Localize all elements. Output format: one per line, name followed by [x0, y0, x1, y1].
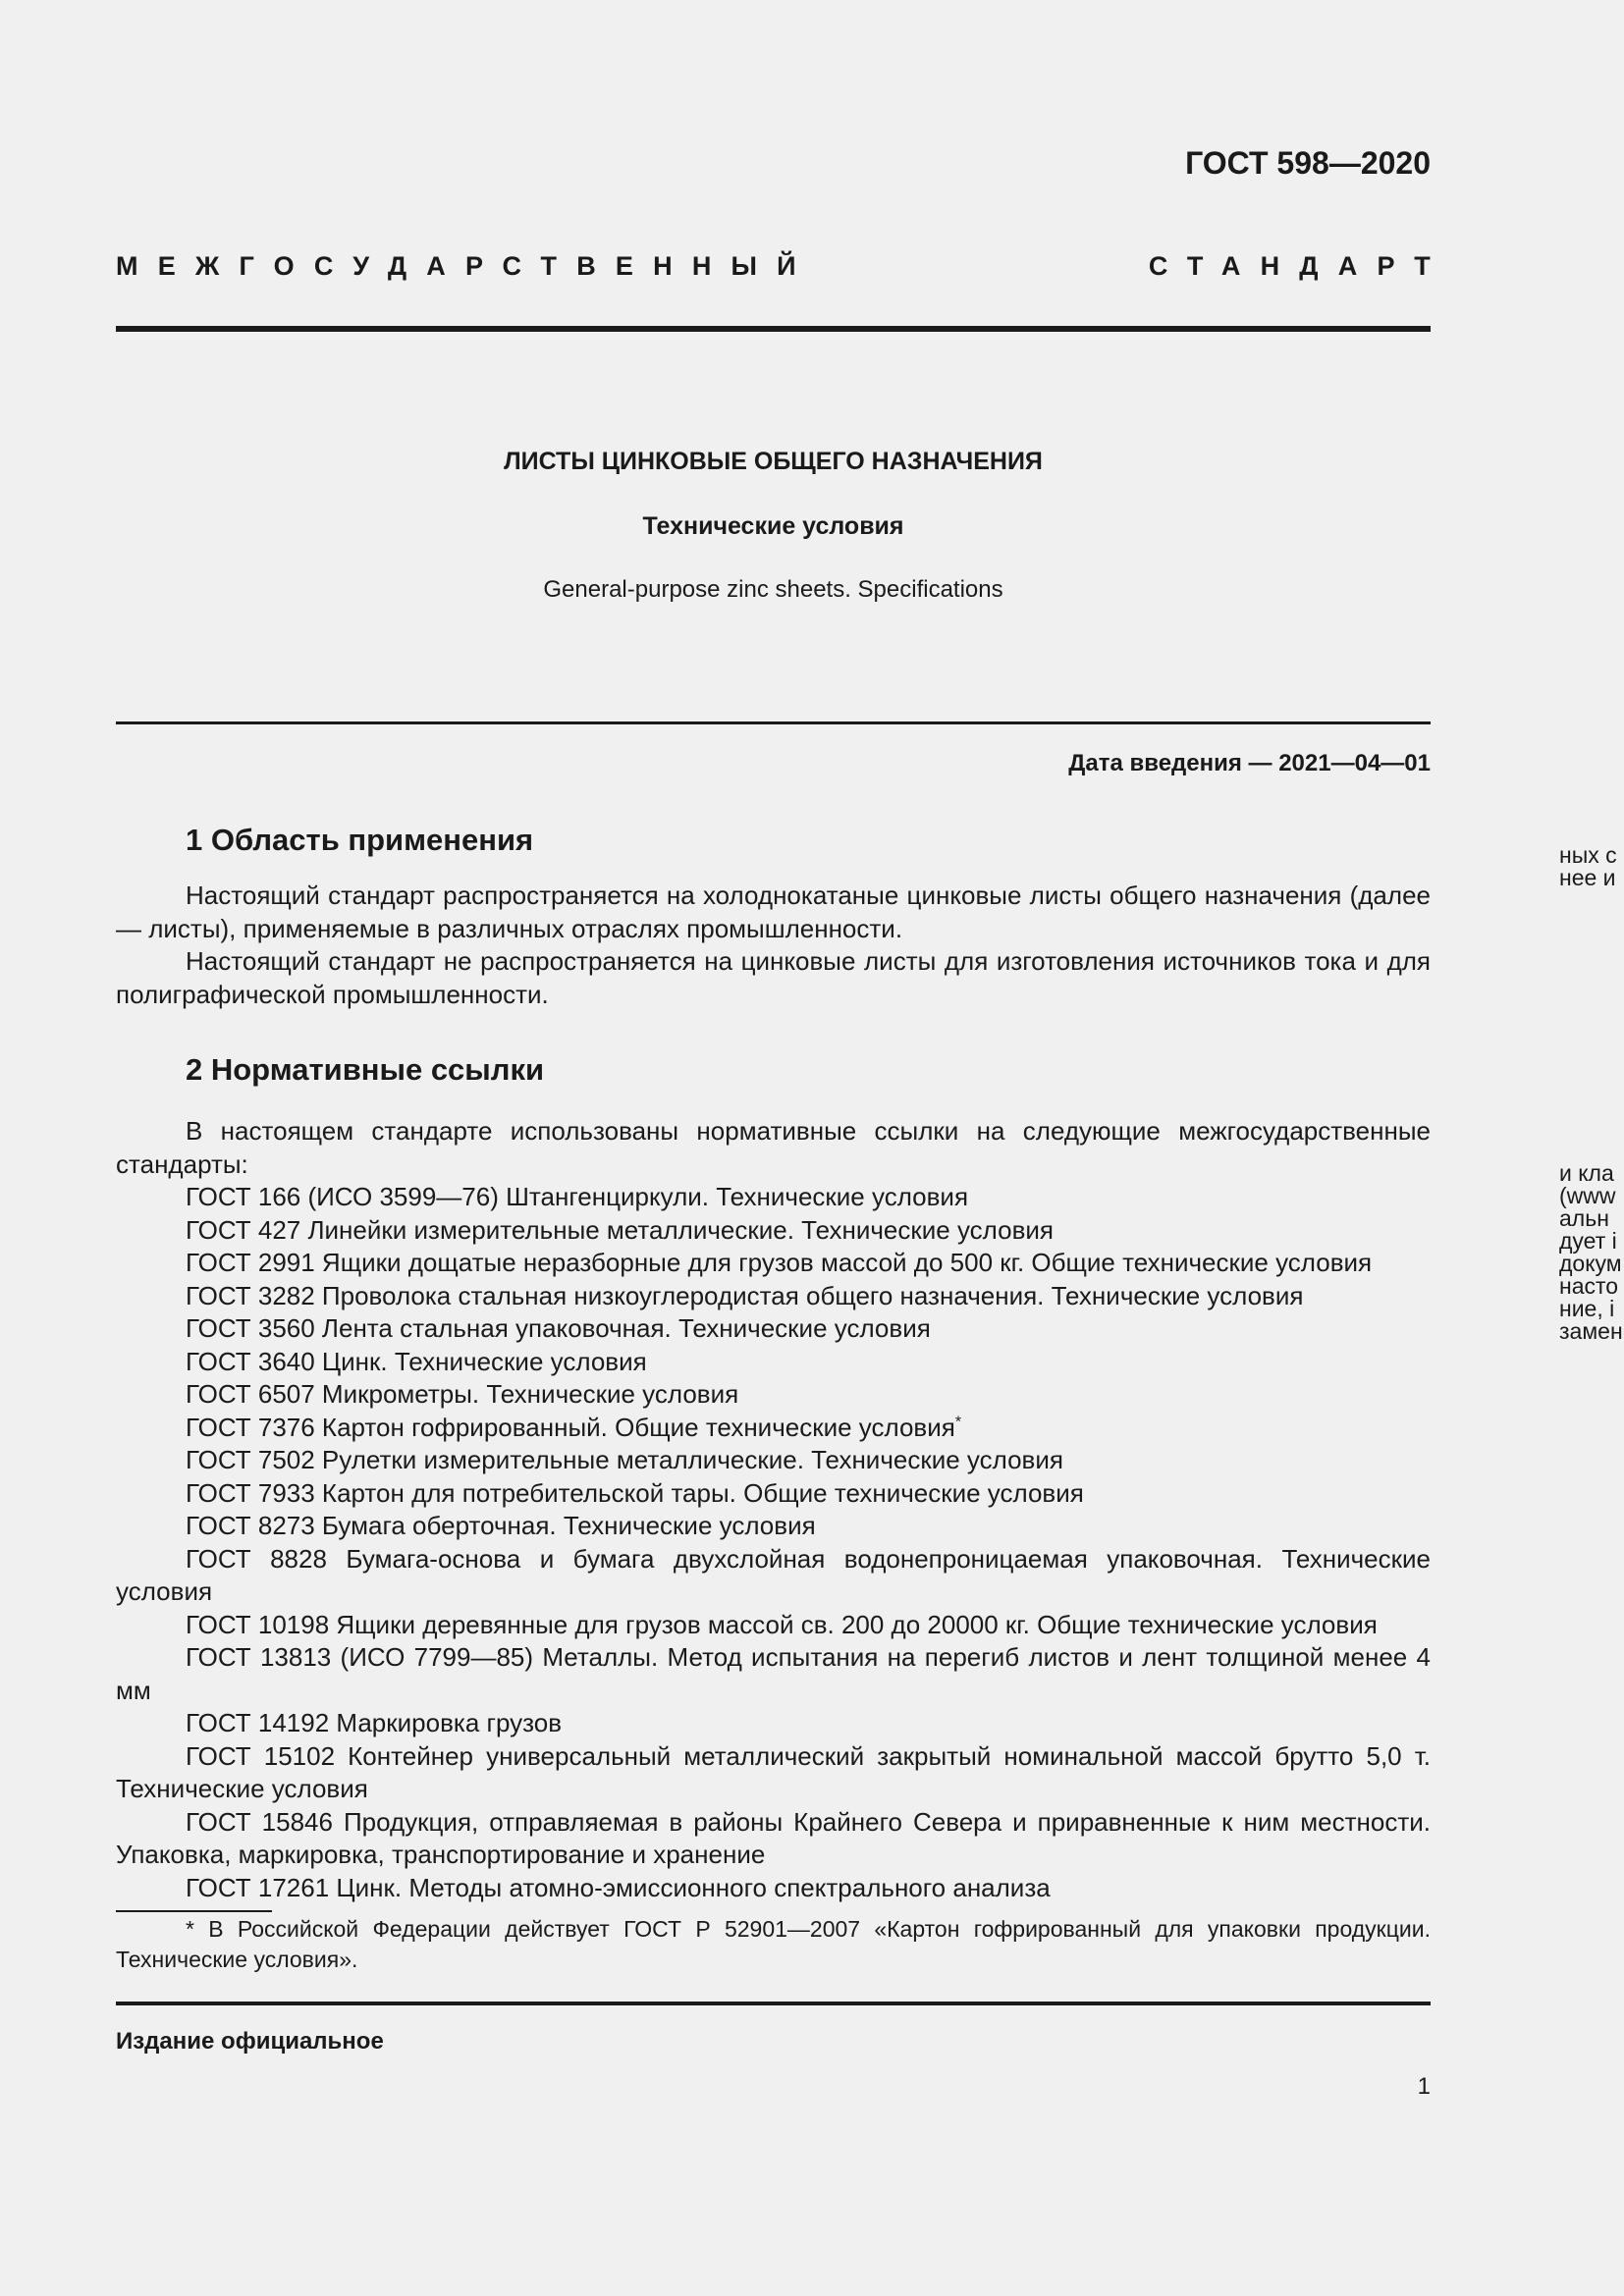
- ref-item: ГОСТ 14192 Маркировка грузов: [186, 1708, 563, 1737]
- ref-item: ГОСТ 3560 Лента стальная упаковочная. Технические условия: [186, 1313, 931, 1343]
- ref-item-with-footnote: [116, 1412, 1431, 1445]
- ref-item: ГОСТ 3640 Цинк. Технические условия: [186, 1346, 647, 1376]
- header-band: [116, 251, 1450, 282]
- page-number: 1: [1417, 2073, 1431, 2100]
- fragment-line: альн: [1559, 1205, 1609, 1231]
- fragment-line: ных с: [1559, 842, 1617, 868]
- ref-item-text: ГОСТ 7376 Картон гофрированный. Общие технические условия: [186, 1412, 955, 1442]
- section-2-heading: 2 Нормативные ссылки: [186, 1052, 545, 1087]
- bottom-rule: [116, 2002, 1431, 2005]
- document-subtitle: Технические условия: [642, 512, 904, 540]
- fragment-line: замен: [1559, 1318, 1623, 1344]
- fragment-line: (www: [1559, 1183, 1616, 1208]
- ref-item: ГОСТ 7933 Картон для потребительской тары. Общие технические условия: [186, 1477, 1084, 1508]
- document-title: ЛИСТЫ ЦИНКОВЫЕ ОБЩЕГО НАЗНАЧЕНИЯ: [504, 448, 1043, 475]
- header-word-interstate: МЕЖГОСУДАРСТВЕННЫЙ: [116, 251, 816, 281]
- ref-item: ГОСТ 6507 Микрометры. Технические условия: [186, 1379, 739, 1409]
- next-page-fragment-1: [1559, 844, 1617, 889]
- fragment-line: докум: [1559, 1251, 1622, 1276]
- fragment-line: и кла: [1559, 1160, 1614, 1186]
- ref-item: ГОСТ 166 (ИСО 3599—76) Штангенциркули. Технические условия: [186, 1182, 969, 1211]
- ref-item: ГОСТ 427 Линейки измерительные металлические. Технические условия: [186, 1214, 1054, 1245]
- english-title: General-purpose zinc sheets. Specifications: [543, 576, 1003, 603]
- title-rule: [116, 721, 1431, 724]
- footnote-text: * В Российской Федерации действует ГОСТ Р 52901—2007 «Картон гофрированный для упаковки продукции. Технические условия».: [116, 1916, 1431, 1972]
- ref-item: ГОСТ 15102 Контейнер универсальный металлический закрытый номинальной массой брутто 5,0 т. Технические условия: [116, 1740, 1431, 1803]
- ref-item: ГОСТ 15846 Продукция, отправляемая в районы Крайнего Севера и приравненные к ним местности. Упаковка, маркировка, транспортирование и хранение: [116, 1806, 1431, 1869]
- ref-item: ГОСТ 7502 Рулетки измерительные металлические. Технические условия: [186, 1445, 1063, 1474]
- section-2-body: [116, 1115, 1431, 1904]
- section-1-paragraph-2: Настоящий стандарт не распространяется на цинковые листы для изготовления источников тока и для полиграфической промышленности.: [116, 946, 1431, 1009]
- introduction-date: Дата введения — 2021—04—01: [1068, 750, 1431, 776]
- ref-item: ГОСТ 17261 Цинк. Методы атомно-эмиссионного спектрального анализа: [186, 1872, 1051, 1902]
- edition-label: Издание официальное: [116, 2028, 384, 2055]
- ref-item: ГОСТ 10198 Ящики деревянные для грузов массой св. 200 до 20000 кг. Общие технические условия: [186, 1609, 1378, 1639]
- fragment-line: ние, і: [1559, 1296, 1615, 1321]
- section-1-paragraph-1: Настоящий стандарт распространяется на холоднокатаные цинковые листы общего назначения (далее — листы), применяемые в различных отраслях промышленности.: [116, 881, 1431, 943]
- fragment-line: насто: [1559, 1273, 1619, 1299]
- ref-item: ГОСТ 8273 Бумага оберточная. Технические условия: [186, 1511, 816, 1540]
- section-1-heading: 1 Область применения: [186, 823, 534, 857]
- footnote-marker: *: [954, 1413, 962, 1430]
- fragment-line: дует і: [1559, 1228, 1617, 1254]
- footnote: [116, 1914, 1431, 1975]
- document-number: ГОСТ 598—2020: [1185, 145, 1431, 181]
- section-2-intro: В настоящем стандарте использованы нормативные ссылки на следующие межгосударственные стандарты:: [116, 1116, 1431, 1179]
- fragment-line: нее и: [1559, 865, 1616, 890]
- section-1-body: [116, 880, 1431, 1011]
- ref-item: ГОСТ 2991 Ящики дощатые неразборные для грузов массой до 500 кг. Общие технические условия: [186, 1248, 1373, 1277]
- ref-item: ГОСТ 13813 (ИСО 7799—85) Металлы. Метод испытания на перегиб листов и лент толщиной менее 4 мм: [116, 1642, 1431, 1705]
- header-rule: [116, 326, 1431, 332]
- ref-item: ГОСТ 3282 Проволока стальная низкоуглеродистая общего назначения. Технические условия: [186, 1280, 1304, 1310]
- ref-item: ГОСТ 8828 Бумага-основа и бумага двухслойная водонепроницаемая упаковочная. Технические условия: [116, 1543, 1431, 1606]
- header-word-standard: СТАНДАРТ: [1148, 251, 1450, 281]
- next-page-fragment-2: [1559, 1162, 1623, 1343]
- footnote-rule: [116, 1910, 272, 1912]
